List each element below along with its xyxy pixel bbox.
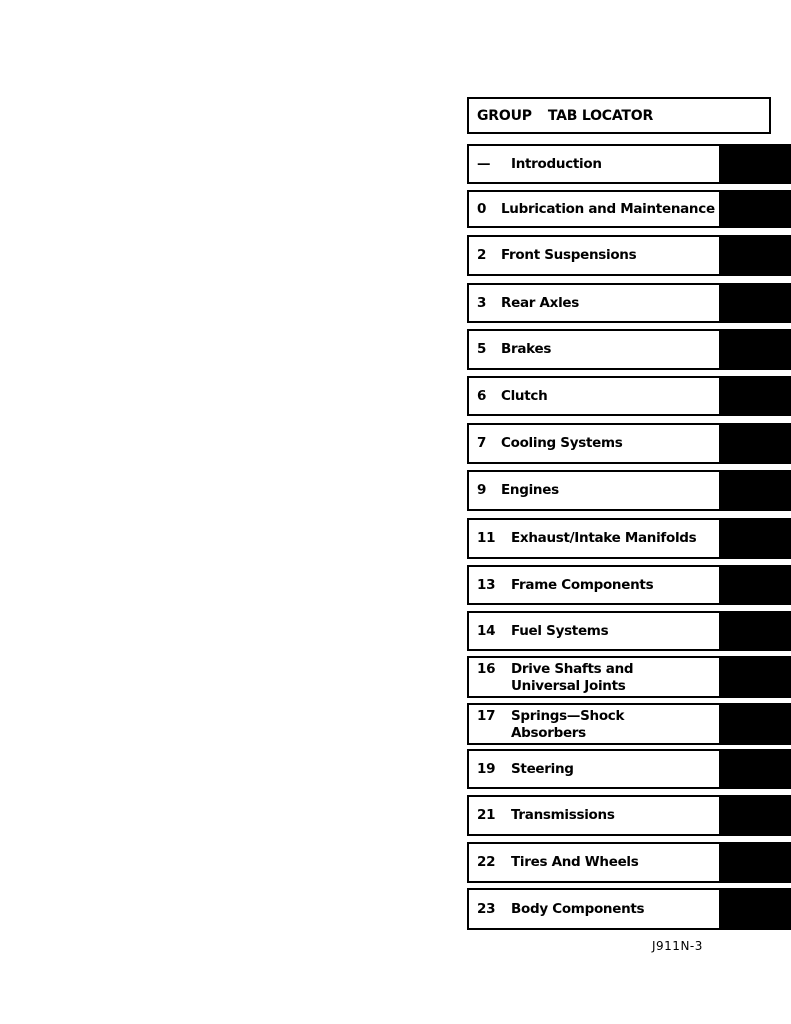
tab-title: Rear Axles [501, 294, 579, 311]
tab-title: Engines [501, 482, 559, 498]
tab-number: 14 [477, 622, 496, 639]
black-edge-tab [721, 146, 791, 182]
black-edge-tab [721, 331, 791, 368]
tab-frame-components[interactable] [467, 565, 791, 605]
tab-title: Fuel Systems [511, 622, 609, 639]
group-label: GROUP [477, 107, 532, 124]
tab-title-line2: Absorbers [511, 725, 586, 741]
tab-number: 19 [477, 760, 496, 777]
group-tab-locator-header [467, 97, 771, 134]
tab-steering[interactable] [467, 749, 791, 789]
tab-introduction[interactable] [467, 144, 791, 184]
tab-title: Transmissions [511, 807, 615, 823]
tab-title: Clutch [501, 387, 548, 404]
black-edge-tab [721, 285, 791, 321]
black-edge-tab [721, 844, 791, 881]
tab-transmissions[interactable] [467, 795, 791, 836]
tab-number: 11 [477, 530, 496, 546]
black-edge-tab [721, 520, 791, 557]
tab-number: — [477, 155, 491, 172]
black-edge-tab [721, 237, 791, 274]
tab-title: Steering [511, 760, 574, 777]
tab-number: 2 [477, 247, 487, 263]
tab-drive-shafts-universal-joints[interactable] [467, 656, 791, 698]
tab-body-components[interactable] [467, 888, 791, 930]
tab-title: Exhaust/Intake Manifolds [511, 530, 697, 546]
tab-rear-axles[interactable] [467, 283, 791, 323]
tab-title: Front Suspensions [501, 247, 637, 263]
black-edge-tab [721, 378, 791, 414]
black-edge-tab [721, 472, 791, 509]
tab-lubrication-maintenance[interactable] [467, 190, 791, 228]
tab-number: 5 [477, 341, 487, 357]
tab-number: 3 [477, 294, 487, 311]
tab-brakes[interactable] [467, 329, 791, 370]
black-edge-tab [721, 797, 791, 834]
tab-title: Brakes [501, 341, 552, 357]
black-edge-tab [721, 567, 791, 603]
black-edge-tab [721, 192, 791, 226]
tab-number: 9 [477, 482, 487, 498]
tab-cooling-systems[interactable] [467, 423, 791, 464]
tab-clutch[interactable] [467, 376, 791, 416]
tab-title: Springs—Shock [511, 708, 625, 724]
tab-title: Frame Components [511, 576, 654, 593]
black-edge-tab [721, 613, 791, 649]
tab-fuel-systems[interactable] [467, 611, 791, 651]
tab-title: Lubrication and Maintenance [501, 200, 715, 217]
tab-title-line2: Universal Joints [511, 678, 626, 694]
tab-number: 17 [477, 708, 496, 724]
tab-title: Drive Shafts and [511, 661, 634, 677]
tab-engines[interactable] [467, 470, 791, 511]
tab-springs-shock-absorbers[interactable] [467, 703, 791, 745]
black-edge-tab [721, 890, 791, 928]
tab-number: 22 [477, 854, 496, 870]
tab-title: Tires And Wheels [511, 854, 639, 870]
tab-number: 6 [477, 387, 487, 404]
black-edge-tab [721, 425, 791, 462]
document-code: J911N-3 [652, 939, 703, 953]
tab-number: 13 [477, 576, 496, 593]
tab-number: 16 [477, 661, 496, 677]
tab-number: 0 [477, 200, 487, 217]
tab-number: 21 [477, 807, 496, 823]
tab-number: 23 [477, 900, 496, 917]
tab-number: 7 [477, 435, 487, 451]
black-edge-tab [721, 658, 791, 696]
tab-title: Cooling Systems [501, 435, 623, 451]
tab-exhaust-intake-manifolds[interactable] [467, 518, 791, 559]
tab-front-suspensions[interactable] [467, 235, 791, 276]
black-edge-tab [721, 705, 791, 743]
tab-title: Introduction [511, 155, 602, 172]
tab-title: Body Components [511, 900, 645, 917]
black-edge-tab [721, 751, 791, 787]
tab-locator-label: TAB LOCATOR [547, 107, 654, 124]
tab-tires-and-wheels[interactable] [467, 842, 791, 883]
